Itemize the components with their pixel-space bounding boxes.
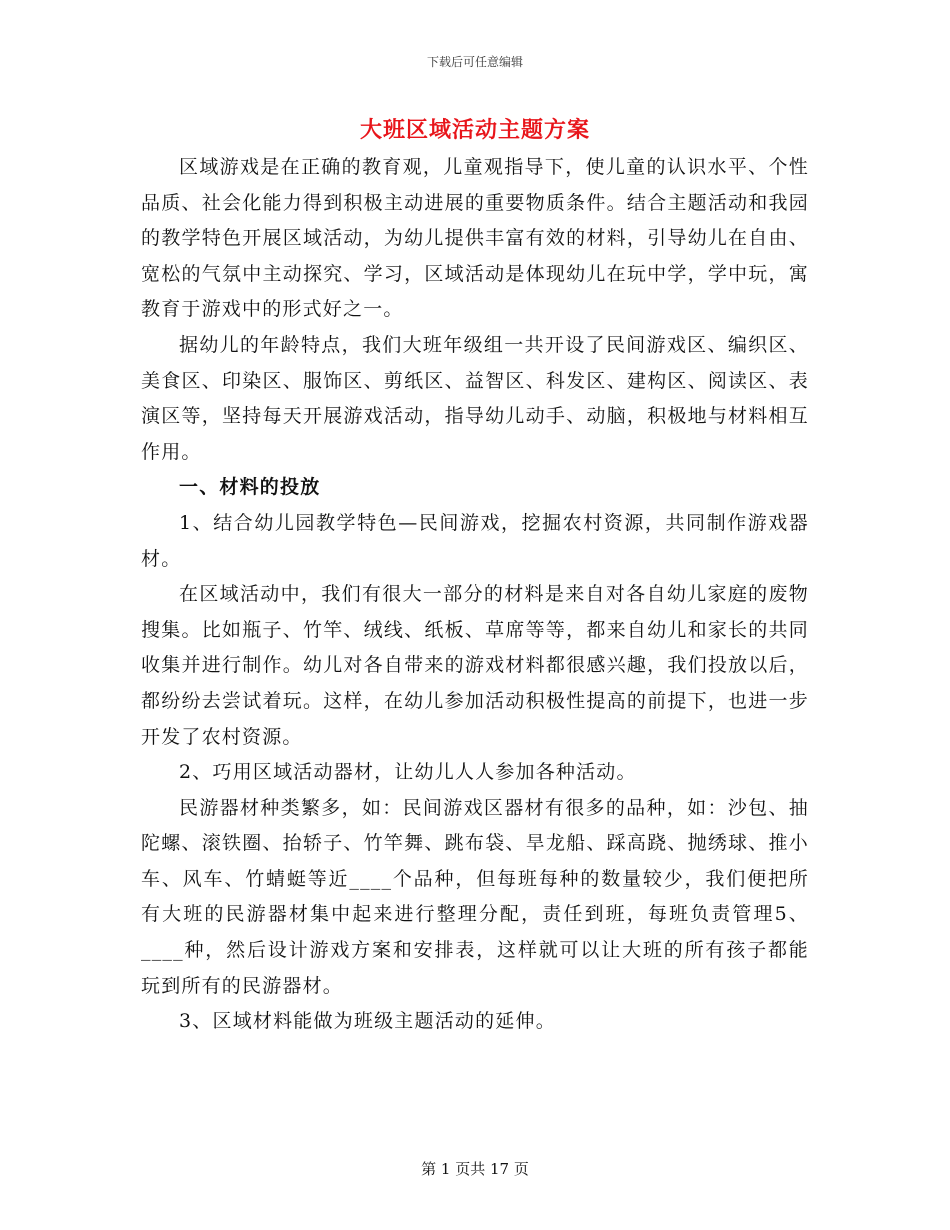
header-note: 下载后可任意编辑 [426,55,523,69]
paragraph-item-3: 3、区域材料能做为班级主题活动的延伸。 [179,1010,556,1033]
document-title: 大班区域活动主题方案 [359,117,590,143]
page-footer: 第 1 页共 17 页 [421,1160,529,1178]
paragraph-areas: 据幼儿的年龄特点，我们大班年级组一共开设了民间游戏区、编织区、美食区、印染区、服饰区、剪纸区、益智区、科发区、建构区、阅读区、表演区等，坚持每天开展游戏活动，指导幼儿动手、动脑，积极地与材料相互作用。 [141,333,809,463]
section-heading-materials: 一、材料的投放 [179,476,321,499]
paragraph-equipment: 民游器材种类繁多，如：民间游戏区器材有很多的品种，如：沙包、抽陀螺、滚铁圈、抬轿子、竹竿舞、跳布袋、旱龙船、踩高跷、抛绣球、推小车、风车、竹蜻蜓等近____个品种，但每班每种的数量较少，我们便把所有大班的民游器材集中起来进行整理分配，责任到班，每班负责管理5、____种，然后设计游戏方案和安排表，这样就可以让大班的所有孩子都能玩到所有的民游器材。 [141,796,809,997]
paragraph-item-2: 2、巧用区域活动器材，让幼儿人人参加各种活动。 [179,761,637,784]
document-body [141,150,809,1040]
paragraph-collection: 在区域活动中，我们有很大一部分的材料是来自对各自幼儿家庭的废物搜集。比如瓶子、竹竿、绒线、纸板、草席等等，都来自幼儿和家长的共同收集并进行制作。幼儿对各自带来的游戏材料都很感兴趣，我们投放以后，都纷纷去尝试着玩。这样，在幼儿参加活动积极性提高的前提下，也进一步开发了农村资源。 [141,583,809,748]
paragraph-intro: 区域游戏是在正确的教育观，儿童观指导下，使儿童的认识水平、个性品质、社会化能力得到积极主动进展的重要物质条件。结合主题活动和我园的教学特色开展区域活动，为幼儿提供丰富有效的材料，引导幼儿在自由、宽松的气氛中主动探究、学习，区域活动是体现幼儿在玩中学，学中玩，寓教育于游戏中的形式好之一。 [141,156,809,321]
paragraph-item-1: 1、结合幼儿园教学特色—民间游戏，挖掘农村资源，共同制作游戏器材。 [141,511,809,570]
